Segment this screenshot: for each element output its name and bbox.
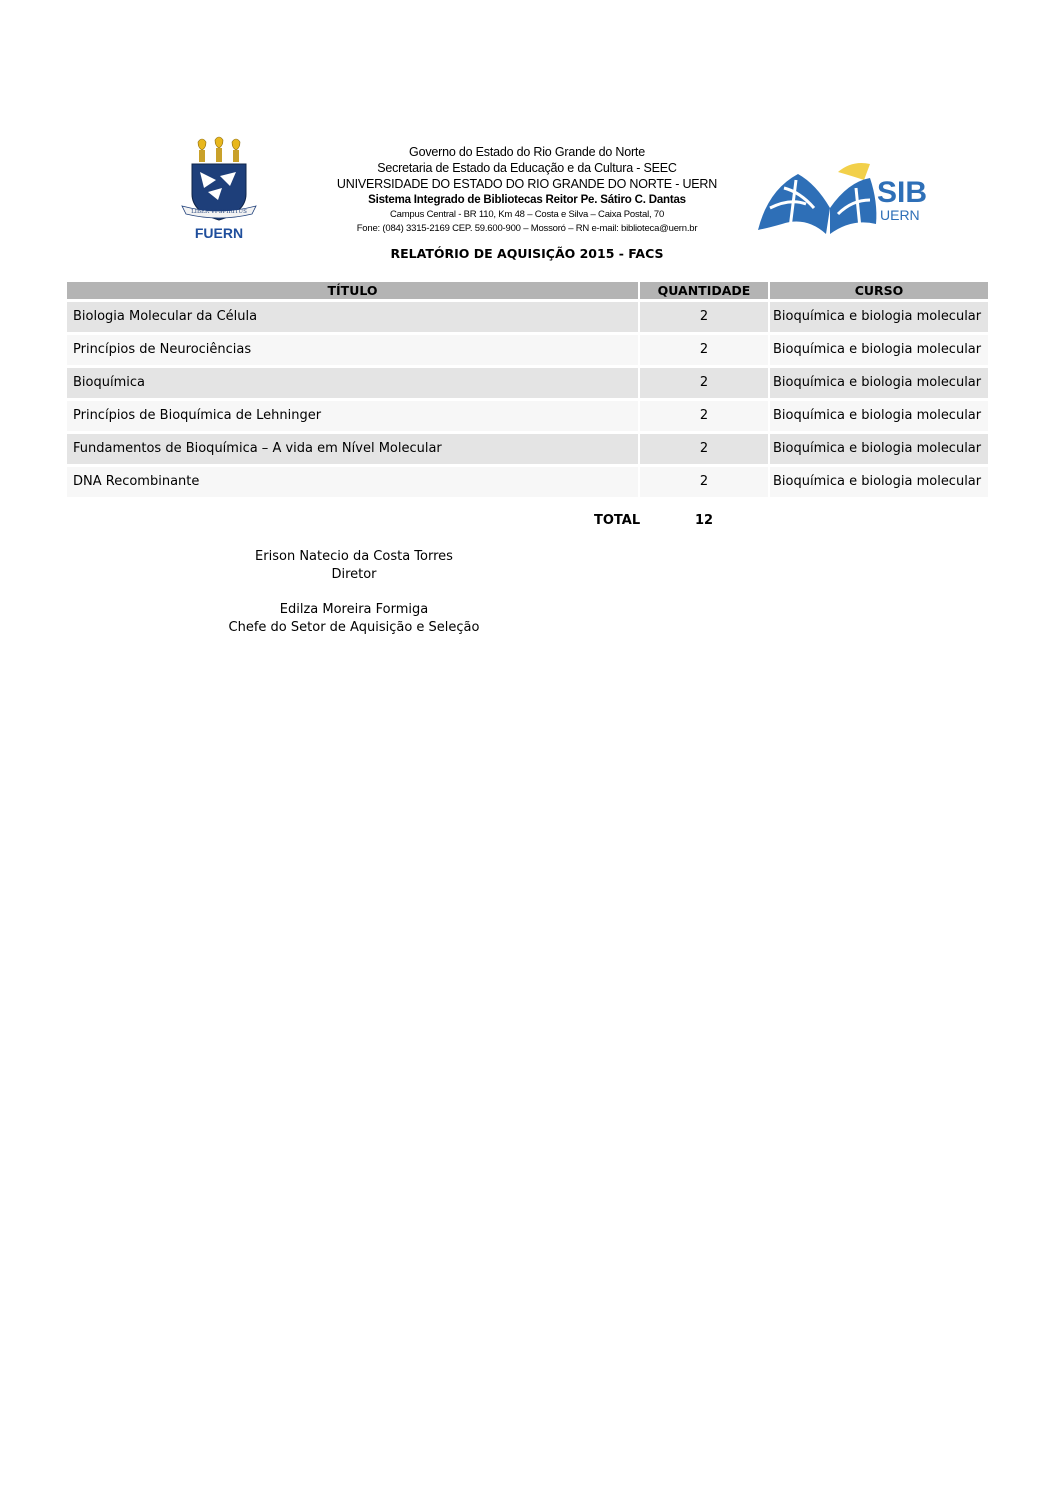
cell-quantity: 2	[640, 434, 770, 464]
header-line-government: Governo do Estado do Rio Grande do Norte	[409, 145, 645, 159]
cell-quantity: 2	[640, 368, 770, 398]
header-line-secretariat: Secretaria de Estado da Educação e da Cultura - SEEC	[377, 161, 677, 175]
svg-text:SIB: SIB	[877, 176, 928, 209]
signature-role: Chefe do Setor de Aquisição e Seleção	[228, 620, 480, 635]
cell-quantity: 2	[640, 335, 770, 365]
cell-course: Bioquímica e biologia molecular	[770, 467, 988, 497]
cell-title: Princípios de Neurociências	[67, 335, 640, 365]
cell-course: Bioquímica e biologia molecular	[770, 368, 988, 398]
fuern-crest-icon	[178, 136, 260, 242]
signature-name: Erison Natecio da Costa Torres	[255, 549, 453, 564]
report-title: RELATÓRIO DE AQUISIÇÃO 2015 - FACS	[390, 246, 664, 261]
total-value: 12	[694, 513, 714, 528]
open-book-icon	[756, 158, 932, 244]
header-line-library-system: Sistema Integrado de Bibliotecas Reitor Pe. Sátiro C. Dantas	[368, 194, 686, 206]
column-header-quantity: QUANTIDADE	[640, 282, 770, 299]
acquisition-table	[67, 282, 988, 497]
header-line-address: Campus Central - BR 110, Km 48 – Costa e Silva – Caixa Postal, 70	[389, 209, 665, 220]
table-row	[67, 467, 988, 497]
signature-name: Edilza Moreira Formiga	[279, 602, 429, 617]
column-header-title: TÍTULO	[67, 282, 640, 299]
cell-title: DNA Recombinante	[67, 467, 640, 497]
signature-block-director	[204, 548, 504, 584]
column-header-course: CURSO	[770, 282, 988, 299]
svg-text:LIBER VI SPIRITUS: LIBER VI SPIRITUS	[191, 209, 247, 215]
table-row	[67, 302, 988, 332]
signature-block-acquisition-chief	[204, 601, 504, 637]
cell-title: Bioquímica	[67, 368, 640, 398]
header-line-contact: Fone: (084) 3315-2169 CEP. 59.600-900 – Mossoró – RN e-mail: biblioteca@uern.br	[356, 223, 698, 234]
institution-header	[300, 144, 754, 236]
cell-quantity: 2	[640, 401, 770, 431]
table-row	[67, 368, 988, 398]
cell-quantity: 2	[640, 302, 770, 332]
header-line-university: UNIVERSIDADE DO ESTADO DO RIO GRANDE DO NORTE - UERN	[336, 177, 718, 191]
cell-quantity: 2	[640, 467, 770, 497]
table-row	[67, 434, 988, 464]
cell-course: Bioquímica e biologia molecular	[770, 434, 988, 464]
svg-text:FUERN: FUERN	[194, 225, 244, 241]
svg-text:UERN: UERN	[880, 207, 920, 223]
cell-title: Biologia Molecular da Célula	[67, 302, 640, 332]
total-label: TOTAL	[594, 513, 641, 528]
sib-uern-logo	[756, 158, 932, 244]
cell-course: Bioquímica e biologia molecular	[770, 401, 988, 431]
cell-course: Bioquímica e biologia molecular	[770, 335, 988, 365]
signature-role: Diretor	[331, 567, 377, 582]
cell-title: Fundamentos de Bioquímica – A vida em Nível Molecular	[67, 434, 640, 464]
cell-course: Bioquímica e biologia molecular	[770, 302, 988, 332]
fuern-logo	[178, 136, 260, 242]
cell-title: Princípios de Bioquímica de Lehninger	[67, 401, 640, 431]
table-header	[67, 282, 988, 299]
table-row	[67, 401, 988, 431]
table-row	[67, 335, 988, 365]
